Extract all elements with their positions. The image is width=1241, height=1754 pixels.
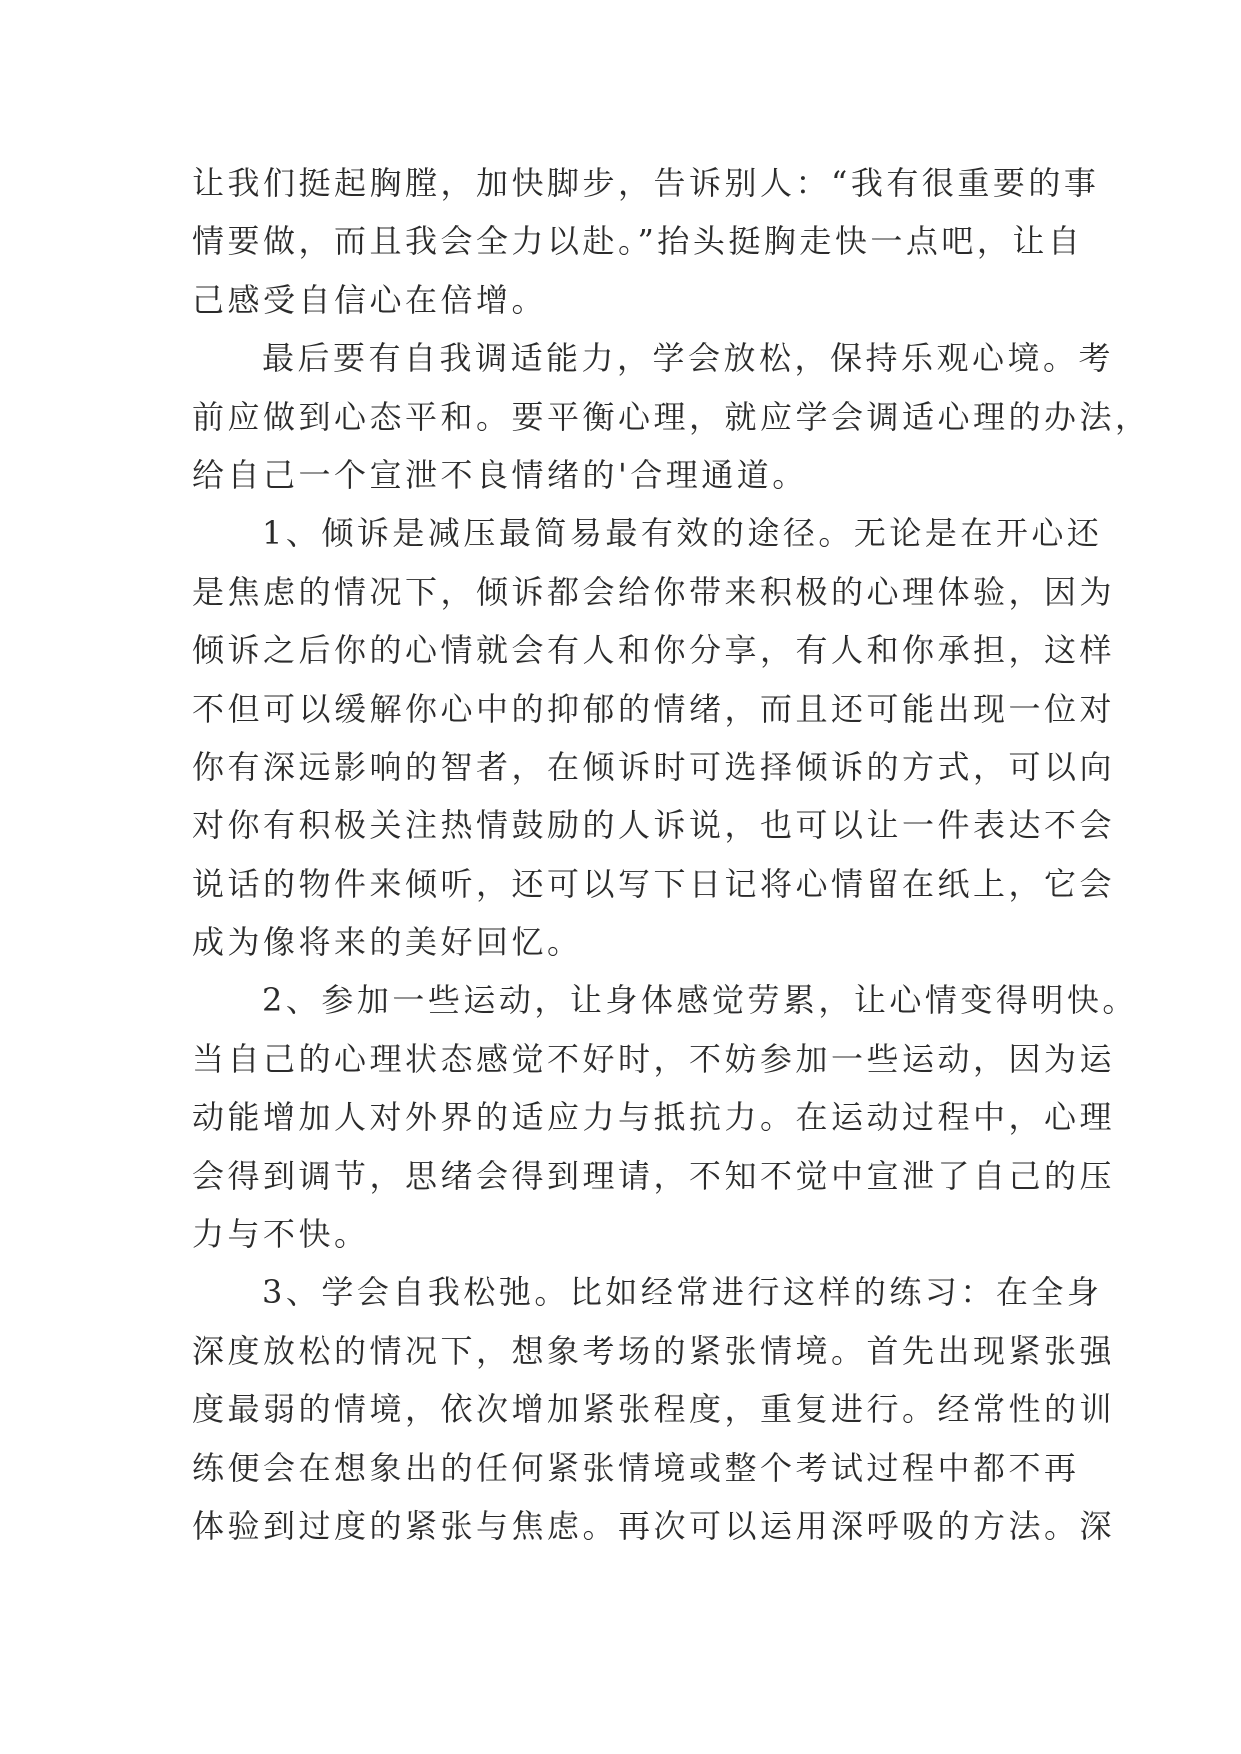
- text-line: 度最弱的情境，依次增加紧张程度，重复进行。经常性的训: [192, 1390, 1116, 1429]
- text-line: 练便会在想象出的任何紧张情境或整个考试过程中都不再: [192, 1448, 1080, 1487]
- text-line: 己感受自信心在倍增。: [192, 280, 548, 319]
- text-line: 当自己的心理状态感觉不好时，不妨参加一些运动，因为运: [192, 1039, 1116, 1078]
- text-line: 3、学会自我松弛。比如经常进行这样的练习：在全身: [262, 1273, 1103, 1312]
- text-line: 体验到过度的紧张与焦虑。再次可以运用深呼吸的方法。深: [192, 1506, 1116, 1545]
- text-line: 2、参加一些运动，让身体感觉劳累，让心情变得明快。: [262, 981, 1138, 1020]
- text-line: 1、倾诉是减压最简易最有效的途径。无论是在开心还: [262, 514, 1103, 553]
- body-text: [192, 154, 1151, 1555]
- text-line: 情要做，而且我会全力以赴。”抬头挺胸走快一点吧，让自: [192, 222, 1084, 261]
- text-line: 给自己一个宣泄不良情绪的'合理通道。: [192, 455, 808, 494]
- text-line: 倾诉之后你的心情就会有人和你分享，有人和你承担，这样: [192, 631, 1116, 670]
- text-line: 不但可以缓解你心中的抑郁的情绪，而且还可能出现一位对: [192, 689, 1116, 728]
- text-line: 说话的物件来倾听，还可以写下日记将心情留在纸上，它会: [192, 864, 1116, 903]
- text-line: 成为像将来的美好回忆。: [192, 923, 583, 962]
- text-line: 动能增加人对外界的适应力与抵抗力。在运动过程中，心理: [192, 1098, 1116, 1137]
- text-line: 让我们挺起胸膛，加快脚步，告诉别人：“我有很重要的事: [192, 164, 1100, 202]
- text-line: 力与不快。: [192, 1215, 370, 1254]
- text-line: 前应做到心态平和。要平衡心理，就应学会调适心理的办法，: [192, 397, 1151, 436]
- text-line: 你有深远影响的智者，在倾诉时可选择倾诉的方式，可以向: [192, 747, 1116, 786]
- text-line: 深度放松的情况下，想象考场的紧张情境。首先出现紧张强: [192, 1331, 1116, 1370]
- text-line: 最后要有自我调适能力，学会放松，保持乐观心境。考: [262, 339, 1115, 378]
- text-line: 是焦虑的情况下，倾诉都会给你带来积极的心理体验，因为: [192, 572, 1116, 611]
- text-line: 会得到调节，思绪会得到理请，不知不觉中宣泄了自己的压: [192, 1156, 1116, 1195]
- text-line: 对你有积极关注热情鼓励的人诉说，也可以让一件表达不会: [192, 806, 1116, 845]
